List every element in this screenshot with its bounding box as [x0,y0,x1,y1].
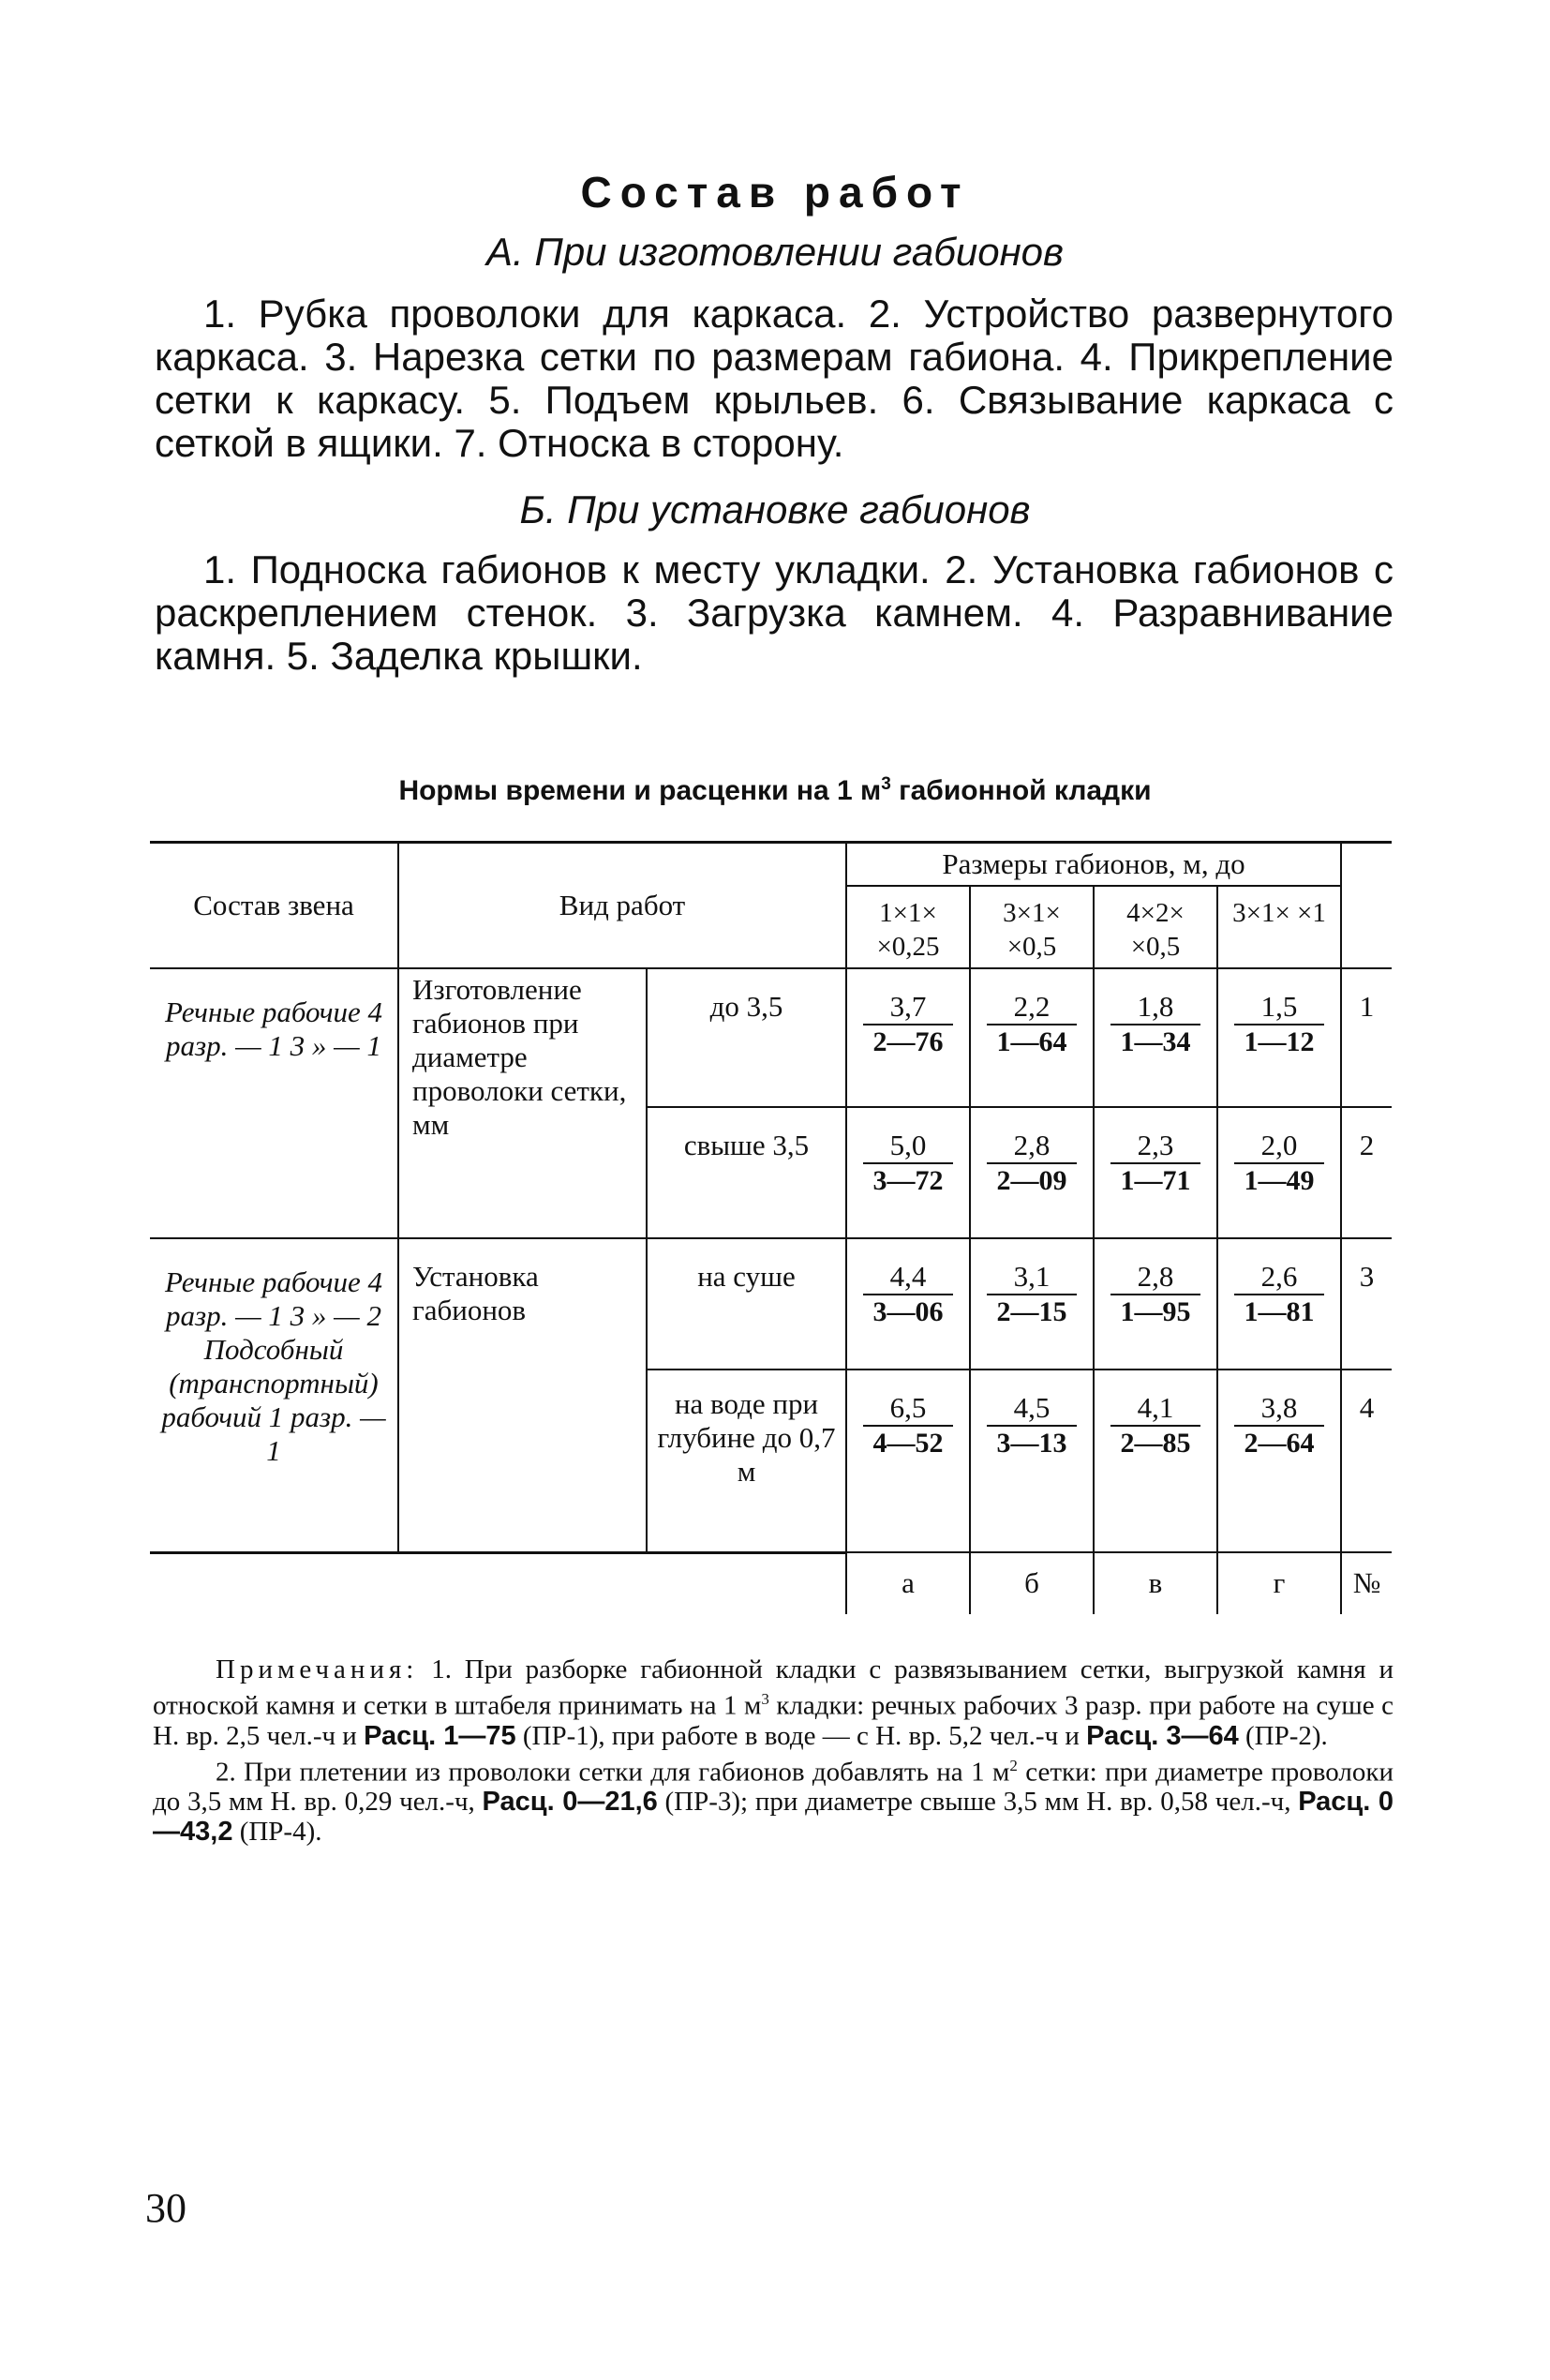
value-cell [846,1238,970,1370]
norm-value: 1,8 [1110,990,1200,1025]
row-number: 4 [1341,1370,1392,1552]
value-cell [1217,1107,1341,1238]
value-cell [1094,1238,1217,1370]
footer-blank [150,1552,398,1614]
row-number: 2 [1341,1107,1392,1238]
footer-letter-b: б [970,1552,1094,1614]
notes-label: Примечания: [216,1654,419,1684]
work-cell: Установка габионов [398,1238,647,1552]
crew-cell: Речные рабочие 4 разр. — 1 3 » — 1 [150,968,398,1238]
rate-value: 1—64 [996,1026,1067,1057]
table-row [150,1238,1392,1370]
norm-value: 2,6 [1234,1260,1324,1295]
norm-value: 4,4 [863,1260,953,1295]
value-cell [1094,1370,1217,1552]
rate-value: 2—09 [996,1165,1067,1196]
subsection-a-title: А. При изготовлении габионов [486,230,1064,274]
norm-value: 2,0 [1234,1129,1324,1164]
size-col-a: 1×1× ×0,25 [846,886,970,968]
size-col-d: 3×1× ×1 [1217,886,1341,968]
rate-value: 1—12 [1244,1026,1315,1057]
footer-letter-a: а [846,1552,970,1614]
rate-value: 1—81 [1244,1296,1315,1327]
norm-value: 3,8 [1234,1391,1324,1427]
footer-num-sign: № [1341,1552,1392,1614]
note-text: (ПР-3); при диаметре свыше 3,5 мм Н. вр. 0,58 чел.-ч, [657,1787,1299,1818]
rate-value: 1—71 [1120,1165,1191,1196]
note-2 [153,1751,1394,1848]
condition-cell: на суше [647,1238,846,1370]
note-rate: Расц. 0—43,2 [153,1787,1394,1848]
row-number: 1 [1341,968,1392,1107]
table-title-tail: габионной кладки [890,775,1152,806]
footer-letter-c: в [1094,1552,1217,1614]
note-rate: Расц. 3—64 [1086,1720,1239,1751]
norm-value: 2,2 [987,990,1077,1025]
rate-value: 3—06 [872,1296,944,1327]
note-sup: 3 [761,1690,769,1708]
header-work: Вид работ [398,843,846,969]
norm-value: 4,1 [1110,1391,1200,1427]
note-text: (ПР-4). [232,1817,322,1848]
note-rate: Расц. 0—21,6 [482,1787,658,1818]
section-heading: Состав работ [580,168,970,217]
note-sup: 2 [1009,1756,1018,1774]
value-cell [1217,1370,1341,1552]
page-number: 30 [145,2185,186,2231]
norm-value: 5,0 [863,1129,953,1164]
norm-value: 3,1 [987,1260,1077,1295]
value-cell [846,1370,970,1552]
table-title-text: Нормы времени и расценки на 1 м [398,775,882,806]
condition-cell: свыше 3,5 [647,1107,846,1238]
note-1 [153,1654,1394,1751]
norm-value: 6,5 [863,1391,953,1427]
value-cell [1094,1107,1217,1238]
table-title-sup: 3 [881,774,891,794]
size-col-b: 3×1× ×0,5 [970,886,1094,968]
table-footer-row [150,1552,1392,1614]
rate-value: 1—49 [1244,1165,1315,1196]
footer-blank [398,1552,647,1614]
norm-value: 2,3 [1110,1129,1200,1164]
header-num-blank [1341,843,1392,969]
rate-value: 4—52 [872,1428,944,1459]
rate-value: 2—76 [872,1026,944,1057]
norm-value: 2,8 [1110,1260,1200,1295]
row-number: 3 [1341,1238,1392,1370]
rate-value: 3—72 [872,1165,944,1196]
note-rate: Расц. 1—75 [364,1720,516,1751]
header-sizes: Размеры габионов, м, до [846,843,1341,887]
value-cell [970,1238,1094,1370]
norm-value: 2,8 [987,1129,1077,1164]
subsection-a-text: 1. Рубка проволоки для каркаса. 2. Устройство развернутого каркаса. 3. Нарезка сетки по размерам габиона. 4. Прикрепление сетки к каркасу. 5. Подъем крыльев. 6. Связывание каркаса с сеткой в ящики. 7. Относка в сторону. [155,292,1394,465]
rate-value: 2—85 [1120,1428,1191,1459]
subsection-b-text: 1. Подноска габионов к месту укладки. 2. Установка габионов с раскреплением стенок. 3. Загрузка камнем. 4. Разравнивание камня. 5. Заделка крышки. [155,547,1394,678]
value-cell [1094,968,1217,1107]
value-cell [970,1107,1094,1238]
footer-letter-d: г [1217,1552,1341,1614]
value-cell [970,968,1094,1107]
size-col-c: 4×2× ×0,5 [1094,886,1217,968]
work-cell: Изготовление габионов при диаметре проволоки сетки, мм [398,968,647,1238]
rate-value: 3—13 [996,1428,1067,1459]
value-cell [1217,1238,1341,1370]
notes [153,1654,1394,1847]
norm-value: 4,5 [987,1391,1077,1427]
value-cell [846,1107,970,1238]
subsection-b-title: Б. При установке габионов [519,487,1031,531]
note-text: 1. При разборке габионной кладки с развязыванием сетки, выгрузкой камня и отноской камня и сетки в штабеля принимать на 1 м [153,1654,1394,1721]
header-crew: Состав звена [150,843,398,969]
value-cell [970,1370,1094,1552]
crew-cell: Речные рабочие 4 разр. — 1 3 » — 2 Подсобный (транспортный) рабочий 1 разр. — 1 [150,1238,398,1552]
norm-value: 1,5 [1234,990,1324,1025]
note-text: 2. При плетении из проволоки сетки для габионов добавлять на 1 м [216,1757,1010,1788]
condition-cell: до 3,5 [647,968,846,1107]
rate-value: 2—15 [996,1296,1067,1327]
note-text: сетки: при диаметре проволоки до 3,5 мм Н. вр. 0,29 чел.-ч, [153,1757,1394,1818]
table-title [0,774,1550,807]
table-row [150,968,1392,1107]
note-text: кладки: речных рабочих 3 разр. при работе на суше с Н. вр. 2,5 чел.-ч и [153,1690,1394,1751]
norm-value: 3,7 [863,990,953,1025]
value-cell [1217,968,1341,1107]
rate-value: 1—34 [1120,1026,1191,1057]
note-text: (ПР-1), при работе в воде — с Н. вр. 5,2 чел.-ч и [515,1720,1087,1751]
note-text: (ПР-2). [1238,1720,1328,1751]
value-cell [846,968,970,1107]
rate-value: 2—64 [1244,1428,1315,1459]
condition-cell: на воде при глубине до 0,7 м [647,1370,846,1552]
rate-value: 1—95 [1120,1296,1191,1327]
norms-table [150,841,1392,1614]
footer-blank [647,1552,846,1614]
